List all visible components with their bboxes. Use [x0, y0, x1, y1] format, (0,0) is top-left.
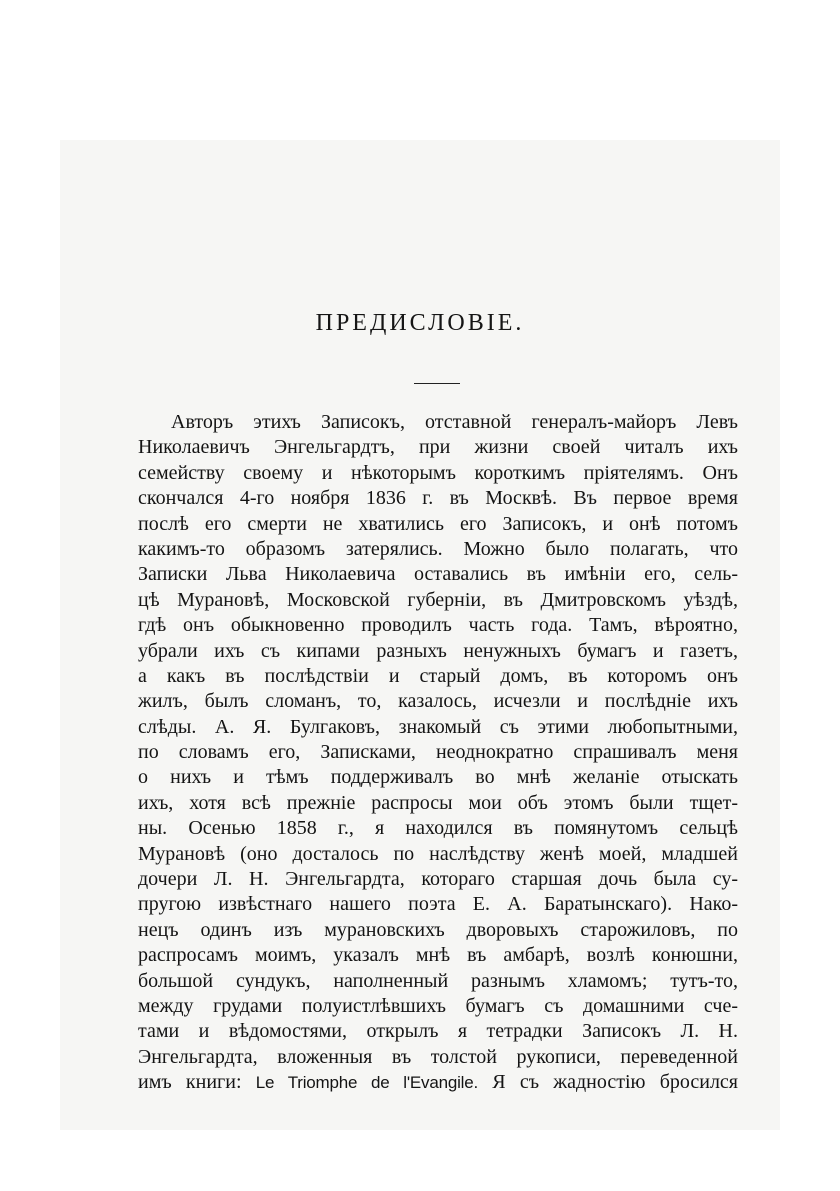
text-line: о нихъ и тѣмъ поддерживалъ во мнѣ желаніе отыскать — [138, 766, 738, 789]
text-line-last — [138, 1070, 738, 1095]
french-book-title: Le Triomphe de l'Evangile. — [255, 1073, 479, 1093]
text-line: большой сундукъ, наполненный разнымъ хламомъ; тутъ-то, — [138, 969, 738, 992]
text-line: Энгельгардта, вложенныя въ толстой рукописи, переведенной — [138, 1045, 738, 1068]
text-line: пругою извѣстнаго нашего поэта Е. А. Баратынскаго). Нако- — [138, 893, 738, 916]
text-line: по словамъ его, Записками, неоднократно спрашивалъ меня — [138, 741, 738, 764]
text-line: гдѣ онъ обыкновенно проводилъ часть года. Тамъ, вѣроятно, — [138, 614, 738, 637]
text-line: нецъ одинъ изъ мурановскихъ дворовыхъ старожиловъ, по — [138, 918, 738, 941]
text-line: цѣ Мурановѣ, Московской губерніи, въ Дмитровскомъ уѣздѣ, — [138, 588, 738, 611]
text-line: слѣды. А. Я. Булгаковъ, знакомый съ этими любопытными, — [138, 715, 738, 738]
title-divider — [414, 383, 460, 384]
text-line: убрали ихъ съ кипами разныхъ ненужныхъ бумагъ и газетъ, — [138, 639, 738, 662]
text-line: скончался 4-го ноября 1836 г. въ Москвѣ. Въ первое время — [138, 487, 738, 510]
text-line: между грудами полуистлѣвшихъ бумагъ съ домашними сче- — [138, 994, 738, 1017]
text-line: Мурановѣ (оно досталось по наслѣдству женѣ моей, младшей — [138, 842, 738, 865]
text-line: дочери Л. Н. Энгельгардта, котораго старшая дочь была су- — [138, 868, 738, 891]
text-line: послѣ его смерти не хватились его Записокъ, и онѣ потомъ — [138, 512, 738, 535]
text-line: ихъ, хотя всѣ прежніе распросы мои объ этомъ были тщет- — [138, 791, 738, 814]
text-segment: Я съ жадностію бросился — [478, 1071, 738, 1094]
text-line: Николаевичъ Энгельгардтъ, при жизни своей читалъ ихъ — [138, 436, 738, 459]
text-line: семейству своему и нѣкоторымъ короткимъ пріятелямъ. Онъ — [138, 461, 738, 484]
page-title: ПРЕДИСЛОВІЕ. — [315, 310, 525, 336]
text-line: а какъ въ послѣдствіи и старый домъ, въ которомъ онъ — [138, 664, 738, 687]
text-line: какимъ-то образомъ затерялись. Можно было полагать, что — [138, 537, 738, 560]
text-line: тами и вѣдомостями, открылъ я тетрадки Записокъ Л. Н. — [138, 1020, 738, 1043]
text-line: Записки Льва Николаевича оставались въ имѣніи его, сель- — [138, 563, 738, 586]
text-line: распросамъ моимъ, указалъ мнѣ въ амбарѣ, возлѣ конюшни, — [138, 944, 738, 967]
text-line: Авторъ этихъ Записокъ, отставной генералъ-майоръ Левъ — [171, 411, 738, 433]
text-segment: имъ книги: — [138, 1071, 256, 1094]
text-line: жилъ, былъ сломанъ, то, казалось, исчезли и послѣдніе ихъ — [138, 690, 738, 713]
preface-paragraph — [138, 410, 738, 1096]
text-line: ны. Осенью 1858 г., я находился въ помянутомъ сельцѣ — [138, 817, 738, 840]
